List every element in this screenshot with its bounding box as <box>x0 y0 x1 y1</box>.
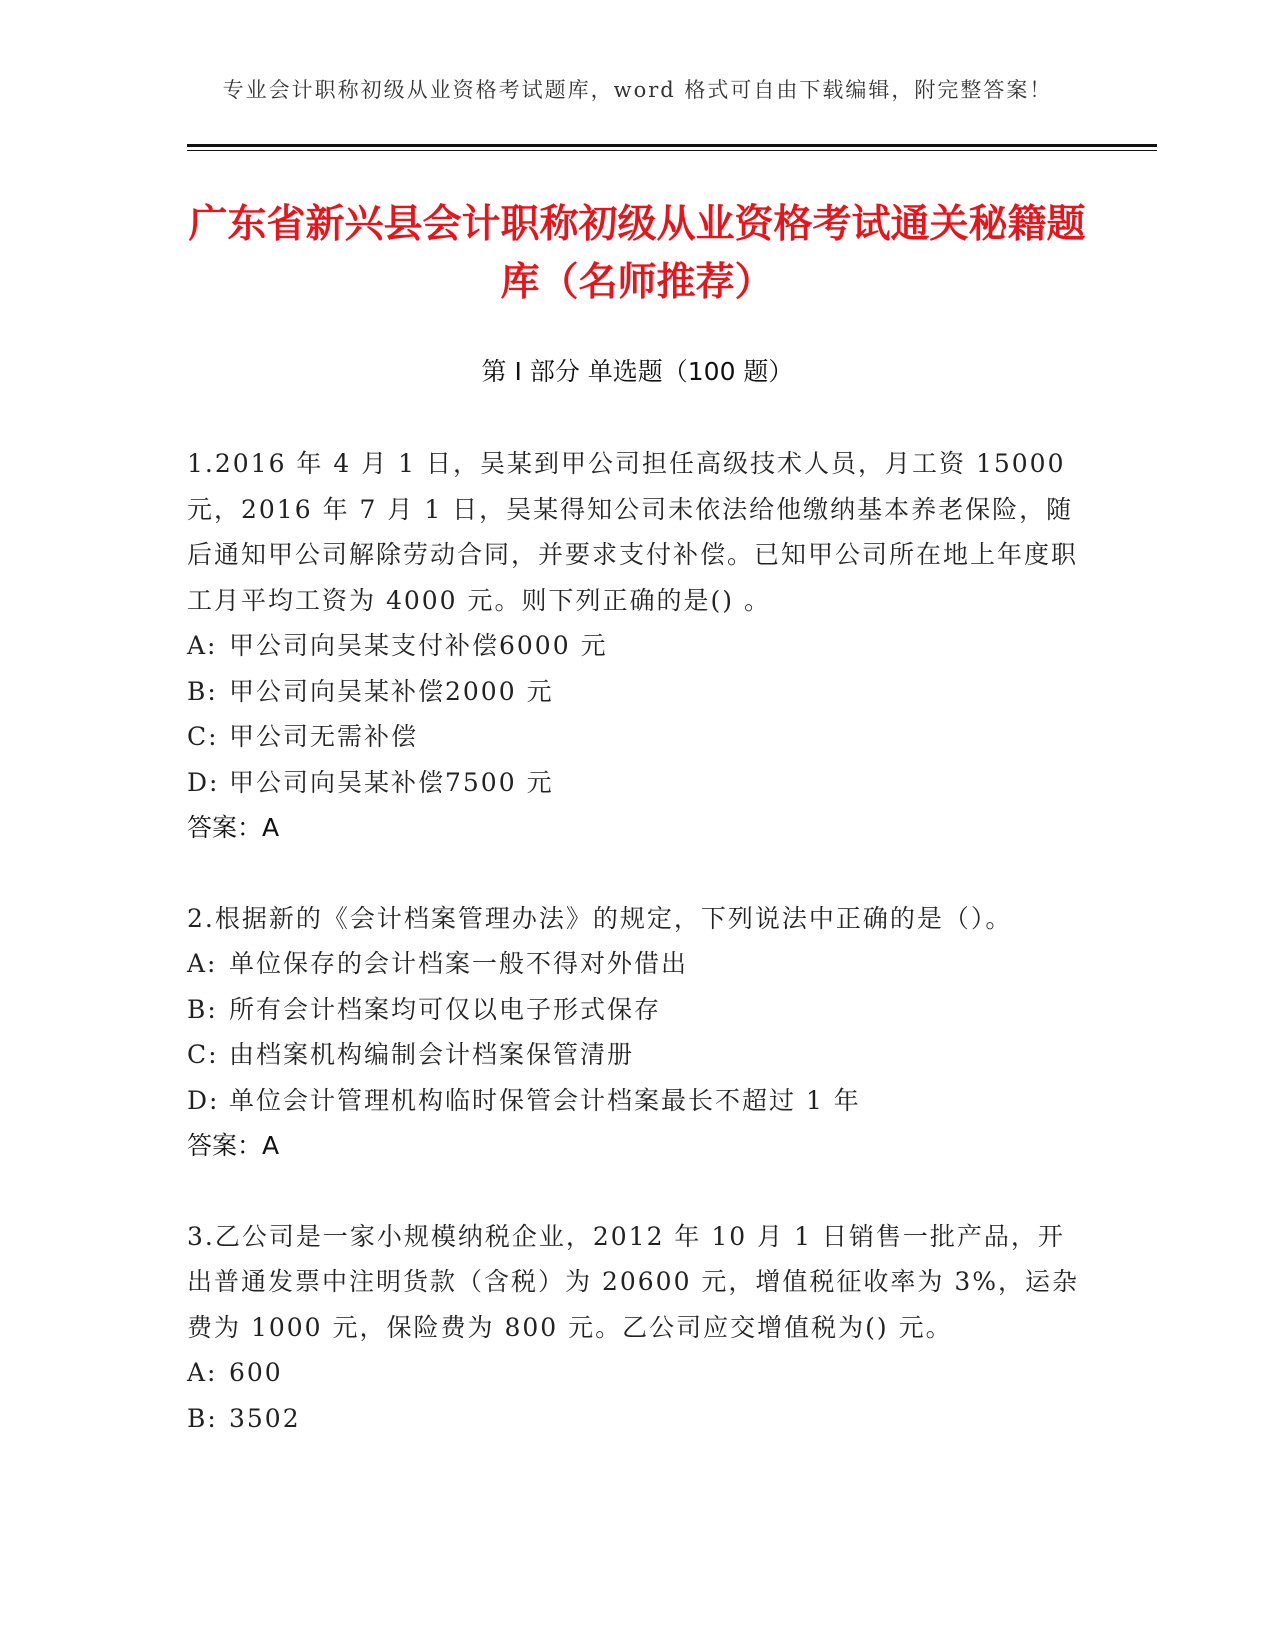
option-text: 甲公司向吴某补偿7500 元 <box>229 767 554 797</box>
option-key: B: <box>187 1403 218 1433</box>
question-list <box>187 441 1087 1486</box>
option-a <box>187 623 1087 669</box>
option-text: 甲公司向吴某补偿2000 元 <box>229 676 554 706</box>
answer-line: 答案：A <box>187 1131 280 1160</box>
header-divider-thick <box>187 144 1157 147</box>
header-note: 专业会计职称初级从业资格考试题库，word 格式可自由下载编辑，附完整答案！ <box>222 78 1053 102</box>
option-text: 单位会计管理机构临时保管会计档案最长不超过 1 年 <box>229 1085 861 1115</box>
question-3 <box>187 1214 1087 1442</box>
option-key: A: <box>187 949 218 978</box>
question-text: 2.根据新的《会计档案管理办法》的规定，下列说法中正确的是（）。 <box>187 903 1013 933</box>
option-key: D: <box>187 767 220 797</box>
option-text: 所有会计档案均可仅以电子形式保存 <box>229 994 662 1024</box>
option-key: A: <box>187 1358 218 1387</box>
question-1 <box>187 441 1087 851</box>
option-key: D: <box>187 1085 220 1115</box>
section-heading: 第 I 部分 单选题（100 题） <box>481 357 794 386</box>
option-text: 由档案机构编制会计档案保管清册 <box>229 1040 635 1069</box>
question-text: 3.乙公司是一家小规模纳税企业，2012 年 10 月 1 日销售一批产品，开出普通发票中注明货款（含税）为 20600 元，增值税征收率为 3%，运杂费为 1000 元，保险费为 800 元。乙公司应交增值税为() 元。 <box>187 1221 1080 1342</box>
option-c <box>187 714 1087 760</box>
option-key: A: <box>187 631 218 660</box>
document-title: 广东省新兴县会计职称初级从业资格考试通关秘籍题库（名师推荐） <box>188 202 1086 305</box>
option-text: 3502 <box>229 1403 301 1433</box>
option-key: B: <box>187 676 218 706</box>
header-divider-thin <box>187 150 1157 151</box>
option-key: C: <box>187 722 219 751</box>
option-b <box>187 669 1087 715</box>
option-text: 甲公司向吴某支付补偿6000 元 <box>229 631 608 660</box>
question-2 <box>187 896 1087 1169</box>
option-text: 单位保存的会计档案一般不得对外借出 <box>229 949 689 978</box>
option-b <box>187 987 1087 1033</box>
option-a <box>187 941 1087 987</box>
question-text: 1.2016 年 4 月 1 日，吴某到甲公司担任高级技术人员，月工资 15000 元，2016 年 7 月 1 日，吴某得知公司未依法给他缴纳基本养老保险，随后通知甲公司解除劳动合同，并要求支付补偿。已知甲公司所在地上年度职工月平均工资为 4000 元。则下列正确的是() 。 <box>187 449 1079 615</box>
option-c <box>187 1032 1087 1078</box>
option-text: 甲公司无需补偿 <box>229 722 419 751</box>
option-key: C: <box>187 1040 219 1069</box>
answer-line: 答案：A <box>187 813 280 842</box>
option-b <box>187 1396 1087 1442</box>
option-key: B: <box>187 994 218 1024</box>
option-d <box>187 1078 1087 1124</box>
option-a <box>187 1350 1087 1396</box>
option-text: 600 <box>229 1358 283 1387</box>
option-d <box>187 760 1087 806</box>
